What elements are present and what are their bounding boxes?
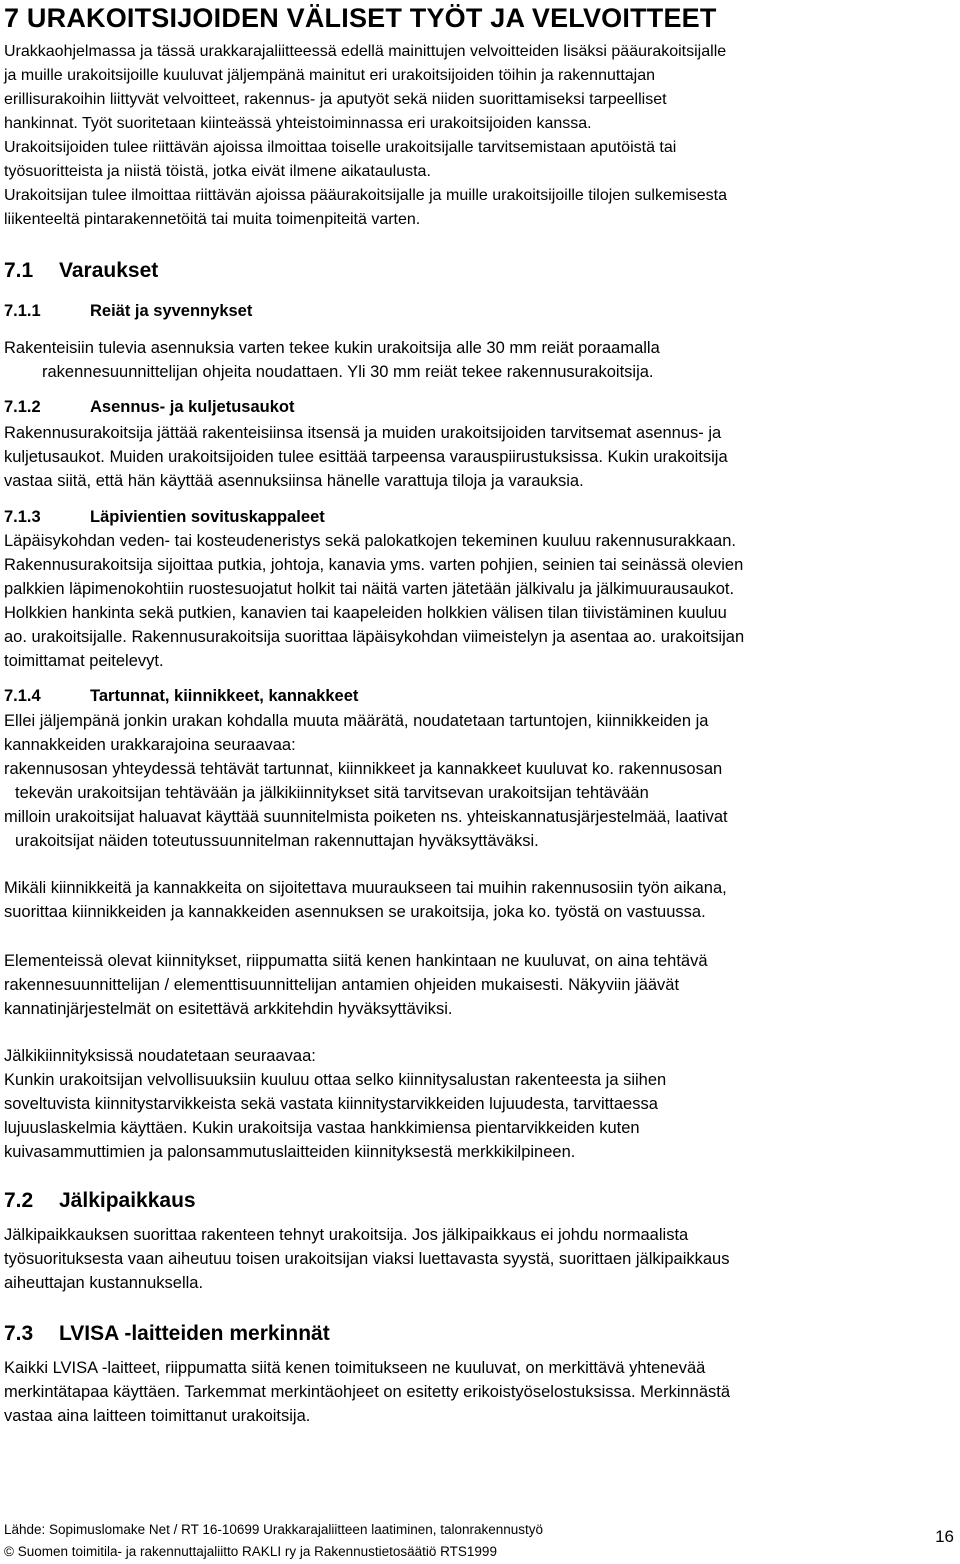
section-title: Asennus- ja kuljetusaukot xyxy=(90,398,295,416)
text-line: milloin urakoitsijat haluavat käyttää suunnitelmista poiketen ns. yhteiskannatusjärjestelmää, laativat xyxy=(4,808,728,826)
section-7-2-text xyxy=(4,1223,956,1295)
text-line: tekevän urakoitsijan tehtävään ja jälkikiinnitykset sitä tarvitsevan urakoitsijan tehtävään xyxy=(15,784,649,802)
text-line: Urakoitsijoiden tulee riittävän ajoissa ilmoittaa toiselle urakoitsijalle tarvitsemistaan aputöistä tai xyxy=(4,139,677,156)
text-line: suorittaa kiinnikkeiden ja kannakkeiden asennuksen se urakoitsija, joka ko. työstä on vastuussa. xyxy=(4,903,706,921)
section-heading-7-2 xyxy=(4,1189,404,1217)
section-number: 7.2 xyxy=(4,1189,34,1212)
text-line: kuljetusaukot. Muiden urakoitsijoiden tulee esittää tarpeensa varauspiirustuksissa. Kukin urakoitsija xyxy=(4,448,728,466)
section-heading-7-1 xyxy=(4,259,404,287)
text-line: Jälkipaikkauksen suorittaa rakenteen tehnyt urakoitsija. Jos jälkipaikkaus ei johdu normaalista xyxy=(4,1226,689,1244)
section-heading-7-3 xyxy=(4,1322,504,1350)
text-line: toimittamat peitelevyt. xyxy=(4,652,164,670)
section-heading-7-1-1 xyxy=(4,302,604,324)
section-7-1-4-text xyxy=(4,709,956,853)
text-line: kannakkeiden urakkarajoina seuraavaa: xyxy=(4,736,296,754)
text-line: Rakenteisiin tulevia asennuksia varten tekee kukin urakoitsija alle 30 mm reiät poraamalla xyxy=(4,339,660,357)
section-title: Reiät ja syvennykset xyxy=(90,302,253,320)
text-line: Elementeissä olevat kiinnitykset, riippumatta siitä kenen hankintaan ne kuuluvat, on aina tehtävä xyxy=(4,952,708,970)
text-line: kuivasammuttimien ja palonsammutuslaitteiden kiinnityksestä merkkikilpineen. xyxy=(4,1143,576,1161)
text-line: työsuoritteista ja niistä töistä, jotka eivät ilmene aikataulusta. xyxy=(4,163,431,180)
section-7-1-3-text xyxy=(4,529,956,673)
text-line: aiheuttajan kustannuksella. xyxy=(4,1274,204,1292)
section-heading-7-1-4 xyxy=(4,687,604,709)
text-line: Urakoitsijan tulee ilmoittaa riittävän ajoissa pääurakoitsijalle ja muille urakoitsijoille tilojen sulkemisesta xyxy=(4,187,727,204)
text-line: liikenteeltä pintarakennetöitä tai muita toimenpiteitä varten. xyxy=(4,211,421,228)
footer-copyright: © Suomen toimitila- ja rakennuttajaliitto RAKLI ry ja Rakennustietosäätiö RTS1999 xyxy=(4,1544,497,1559)
text-line: merkintätapaa käyttäen. Tarkemmat merkintäohjeet on esitetty erikoistyöselostuksissa. Merkinnästä xyxy=(4,1383,731,1401)
section-number: 7.3 xyxy=(4,1322,34,1345)
section-number: 7.1.4 xyxy=(4,687,41,705)
text-line: kannatinjärjestelmät on esitettävä arkkitehdin hyväksyttäviksi. xyxy=(4,1000,453,1018)
section-7-1-4-para3 xyxy=(4,949,956,1021)
section-7-1-4-para4 xyxy=(4,1044,956,1164)
chapter-heading: 7 URAKOITSIJOIDEN VÄLISET TYÖT JA VELVOITTEET xyxy=(4,3,717,33)
footer-source: Lähde: Sopimuslomake Net / RT 16-10699 Urakkarajaliitteen laatiminen, talonrakennustyö xyxy=(4,1522,544,1537)
section-title: Tartunnat, kiinnikkeet, kannakkeet xyxy=(90,687,359,705)
section-number: 7.1.1 xyxy=(4,302,41,320)
text-line: ao. urakoitsijalle. Rakennusurakoitsija suorittaa läpäisykohdan viimeistelyn ja asentaa ao. urakoitsijan xyxy=(4,628,745,646)
text-line: rakennesuunnittelijan / elementtisuunnittelijan antamien ohjeiden mukaisesti. Näkyviin jäävät xyxy=(4,976,680,994)
intro-text xyxy=(4,40,956,232)
text-line: vastaa aina laitteen toimittanut urakoitsija. xyxy=(4,1407,311,1425)
section-title: LVISA -laitteiden merkinnät xyxy=(59,1322,330,1345)
section-heading-7-1-2 xyxy=(4,398,604,420)
section-number: 7.1.2 xyxy=(4,398,41,416)
section-7-1-1-text xyxy=(4,336,956,384)
text-line: Holkkien hankinta sekä putkien, kanavien tai kaapeleiden holkkien välisen tilan tiivistäminen kuuluu xyxy=(4,604,727,622)
section-title: Läpivientien sovituskappaleet xyxy=(90,508,325,526)
text-line: Läpäisykohdan veden- tai kosteudeneristys sekä palokatkojen tekeminen kuuluu rakennusurakkaan. xyxy=(4,532,736,550)
section-7-1-4-para2 xyxy=(4,876,956,924)
text-line: erillisurakoihin liittyvät velvoitteet, rakennus- ja aputyöt sekä niiden suorittamiseksi tarpeelliset xyxy=(4,91,667,108)
text-line: Urakkaohjelmassa ja tässä urakkarajaliitteessä edellä mainittujen velvoitteiden lisäksi pääurakoitsijalle xyxy=(4,43,727,60)
text-line: Mikäli kiinnikkeitä ja kannakkeita on sijoitettava muuraukseen tai muihin rakennusosiin työn aikana, xyxy=(4,879,727,897)
section-title: Jälkipaikkaus xyxy=(59,1189,196,1212)
text-line: työsuorituksesta vaan aiheutuu toisen urakoitsijan viaksi luettavasta syystä, suorittaen jälkipaikkaus xyxy=(4,1250,730,1268)
text-line: lujuuslaskelmia käyttäen. Kukin urakoitsija vastaa hankkimiensa pientarvikkeiden kuten xyxy=(4,1119,640,1137)
text-line: Kaikki LVISA -laitteet, riippumatta siitä kenen toimitukseen ne kuuluvat, on merkittävä yhtenevää xyxy=(4,1359,706,1377)
text-line: ja muille urakoitsijoille kuuluvat jäljempänä mainitut eri urakoitsijoiden töihin ja rakennuttajan xyxy=(4,67,656,84)
section-number: 7.1 xyxy=(4,259,34,282)
section-number: 7.1.3 xyxy=(4,508,41,526)
text-line: urakoitsijat näiden toteutussuunnitelman rakennuttajan hyväksyttäväksi. xyxy=(15,832,539,850)
text-line: soveltuvista kiinnitystarvikkeista sekä vastata kiinnitystarvikkeiden lujuudesta, tarvittaessa xyxy=(4,1095,658,1113)
text-line: Rakennusurakoitsija jättää rakenteisiinsa itsensä ja muiden urakoitsijoiden tarvitsemat asennus- ja xyxy=(4,424,722,442)
text-line: hankinnat. Työt suoritetaan kiinteässä yhteistoiminnassa eri urakoitsijoiden kanssa. xyxy=(4,115,592,132)
text-line: Rakennusurakoitsija sijoittaa putkia, johtoja, kanavia yms. varten pohjien, seinien tai seinässä olevien xyxy=(4,556,744,574)
text-line: Jälkikiinnityksissä noudatetaan seuraavaa: xyxy=(4,1047,316,1065)
section-title: Varaukset xyxy=(59,259,159,282)
text-line: vastaa siitä, että hän käyttää asennuksiinsa hänelle varattuja tiloja ja varauksia. xyxy=(4,472,584,490)
text-line: Kunkin urakoitsijan velvollisuuksiin kuuluu ottaa selko kiinnitysalustan rakenteesta ja siihen xyxy=(4,1071,667,1089)
section-7-3-text xyxy=(4,1356,956,1428)
section-7-1-2-text xyxy=(4,421,956,493)
section-heading-7-1-3 xyxy=(4,508,604,530)
text-line: palkkien läpimenokohtiin ruostesuojatut holkit tai näitä varten jätetään jälkivalu ja jälkimuurausaukot. xyxy=(4,580,735,598)
text-line: rakennusosan yhteydessä tehtävät tartunnat, kiinnikkeet ja kannakkeet kuuluvat ko. rakennusosan xyxy=(4,760,723,778)
page-number: 16 xyxy=(935,1527,954,1546)
text-line: rakennesuunnittelijan ohjeita noudattaen. Yli 30 mm reiät tekee rakennusurakoitsija. xyxy=(42,363,654,381)
text-line: Ellei jäljempänä jonkin urakan kohdalla muuta määrätä, noudatetaan tartuntojen, kiinnikkeiden ja xyxy=(4,712,709,730)
